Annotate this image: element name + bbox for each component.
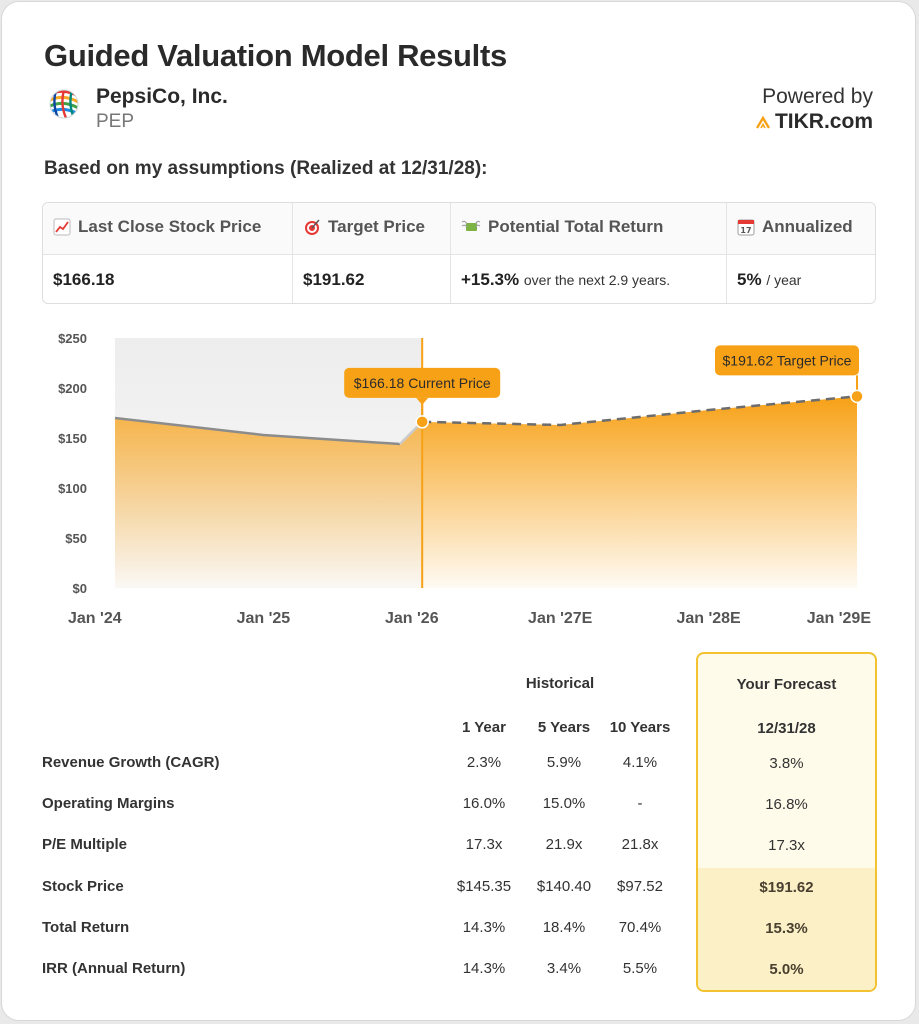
- forecast-value: 5.0%: [769, 961, 804, 978]
- forecast-value: 3.8%: [769, 755, 804, 772]
- y-tick-label: $50: [65, 531, 87, 546]
- forecast-date: 12/31/28: [757, 720, 816, 737]
- x-tick-label: Jan '27E: [528, 610, 593, 627]
- company-name: PepsiCo, Inc.: [96, 85, 228, 108]
- col-10-years: 10 Years: [609, 719, 671, 736]
- forecast-panel: [696, 652, 877, 992]
- historical-value: 15.0%: [542, 795, 586, 813]
- tikr-brand-label: TIKR.com: [774, 110, 873, 133]
- forecast-value: 15.3%: [765, 919, 808, 937]
- historical-value: 70.4%: [618, 918, 662, 936]
- summary-col-last-close: [43, 203, 293, 303]
- forecast-area: [422, 396, 857, 588]
- historical-value: $97.52: [617, 877, 663, 895]
- annotation-point: [416, 416, 428, 428]
- y-tick-label: $250: [58, 331, 87, 346]
- historical-value: 4.1%: [622, 754, 658, 771]
- historical-value: 18.4%: [542, 918, 586, 936]
- summary-value: $166.18: [53, 270, 115, 289]
- historical-value: 21.9x: [545, 836, 583, 854]
- historical-value: 16.0%: [462, 795, 506, 813]
- calendar-icon: [737, 218, 755, 236]
- summary-value: 5%: [737, 270, 762, 289]
- row-label: Operating Margins: [42, 795, 175, 813]
- forecast-value: 16.8%: [765, 796, 808, 814]
- historical-value: $140.40: [536, 877, 592, 895]
- summary-label: Target Price: [328, 217, 426, 236]
- svg-text:17: 17: [740, 226, 752, 235]
- historical-value: 5.9%: [546, 754, 582, 771]
- historical-value: 3.4%: [546, 960, 582, 977]
- row-label: Revenue Growth (CAGR): [42, 754, 220, 771]
- summary-col-total-return: [451, 203, 727, 303]
- historical-heading: Historical: [525, 675, 595, 692]
- col-1-year: 1 Year: [462, 719, 506, 736]
- col-5-years: 5 Years: [537, 719, 591, 736]
- x-tick-label: Jan '26: [384, 610, 439, 627]
- forecast-value: $191.62: [759, 878, 814, 896]
- historical-value: $145.35: [456, 877, 512, 895]
- pepsico-globe-icon: [48, 88, 80, 120]
- historical-value: 14.3%: [462, 918, 506, 936]
- row-label: P/E Multiple: [42, 836, 128, 854]
- summary-label: Annualized: [762, 217, 853, 236]
- y-tick-label: $200: [58, 381, 87, 396]
- summary-suffix: over the next 2.9 years.: [523, 272, 671, 288]
- x-tick-label: Jan '29E: [806, 610, 871, 627]
- annotation-label: $191.62 Target Price: [722, 352, 852, 369]
- y-tick-label: $150: [58, 431, 87, 446]
- forecast-value: 17.3x: [768, 837, 805, 855]
- summary-col-target: [293, 203, 451, 303]
- ticker-symbol: PEP: [96, 111, 135, 132]
- historical-value: 14.3%: [462, 960, 506, 977]
- row-label: IRR (Annual Return): [42, 960, 186, 977]
- money-wings-icon: [461, 218, 481, 236]
- historical-value: 5.5%: [622, 960, 658, 977]
- annotation-point: [851, 390, 863, 402]
- row-label: Stock Price: [42, 877, 124, 895]
- assumptions-heading: Based on my assumptions (Realized at 12/31/28):: [44, 158, 488, 179]
- row-label: Total Return: [42, 918, 130, 936]
- annotation-label: $166.18 Current Price: [353, 374, 491, 391]
- summary-value: +15.3%: [461, 270, 520, 289]
- powered-by-text: Powered by: [762, 85, 873, 108]
- x-tick-label: Jan '24: [68, 610, 122, 627]
- x-tick-label: Jan '28E: [676, 610, 741, 627]
- summary-value: $191.62: [303, 270, 365, 289]
- y-tick-label: $0: [72, 581, 87, 596]
- x-tick-label: Jan '25: [236, 610, 291, 627]
- tikr-logo-icon: [756, 115, 770, 129]
- historical-value: 17.3x: [465, 836, 503, 854]
- summary-label: Last Close Stock Price: [78, 217, 262, 236]
- tikr-brand[interactable]: [756, 110, 873, 134]
- y-tick-label: $100: [58, 481, 87, 496]
- forecast-heading: Your Forecast: [736, 676, 837, 693]
- summary-label: Potential Total Return: [488, 217, 664, 236]
- summary-suffix: / year: [766, 272, 802, 288]
- historical-value: -: [637, 795, 643, 813]
- page-title: Guided Valuation Model Results: [44, 38, 507, 73]
- summary-col-annualized: [727, 203, 876, 303]
- historical-value: 2.3%: [466, 754, 502, 771]
- summary-table: [42, 202, 876, 304]
- target-icon: [303, 218, 321, 236]
- chart-up-icon: [53, 218, 71, 236]
- price-chart: [0, 325, 919, 640]
- historical-value: 21.8x: [621, 836, 659, 854]
